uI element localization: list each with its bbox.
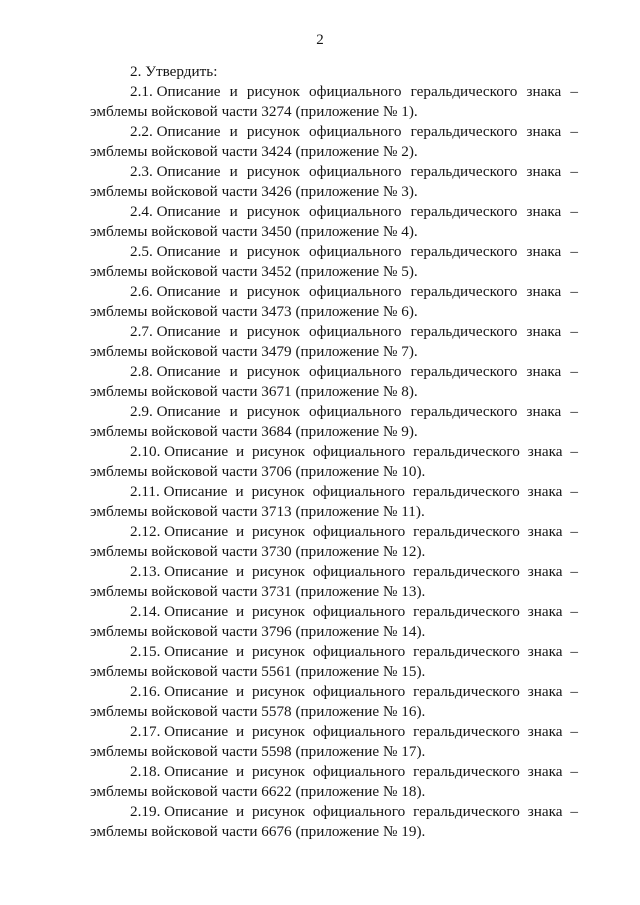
item-second-line: эмблемы войсковой части 3450 (приложение № 4). — [90, 223, 418, 240]
item-number-and-word: 2.19. Описание — [130, 803, 229, 820]
item-second-line: эмблемы войсковой части 3730 (приложение № 12). — [90, 543, 426, 560]
item-word: и — [229, 203, 238, 220]
item-number-and-word: 2.11. Описание — [130, 483, 228, 500]
item-word: и — [235, 643, 245, 660]
item-word: знака — [527, 683, 563, 700]
item-word: – — [570, 243, 578, 260]
item-second-line: эмблемы войсковой части 5561 (приложение № 15). — [90, 663, 426, 680]
item-number-and-word: 2.16. Описание — [130, 683, 229, 700]
item-word: геральдического — [413, 803, 520, 820]
item-word: официального — [312, 563, 406, 580]
item-first-line — [90, 642, 578, 662]
item-word: рисунок — [246, 283, 300, 300]
list-item — [90, 762, 578, 802]
item-number-and-word: 2.10. Описание — [130, 443, 229, 460]
item-word: геральдического — [413, 763, 520, 780]
item-word: и — [229, 283, 238, 300]
item-first-line — [90, 162, 578, 182]
item-word: – — [570, 203, 578, 220]
item-word: – — [570, 403, 578, 420]
item-word: знака — [526, 83, 562, 100]
list-item — [90, 82, 578, 122]
list-item — [90, 282, 578, 322]
item-word: и — [235, 603, 245, 620]
item-first-line — [90, 722, 578, 742]
item-word: геральдического — [410, 163, 518, 180]
item-second-line: эмблемы войсковой части 3424 (приложение № 2). — [90, 143, 418, 160]
item-word: и — [229, 323, 238, 340]
item-number-and-word: 2.13. Описание — [130, 563, 229, 580]
item-list — [90, 82, 578, 842]
page-number: 2 — [316, 32, 324, 48]
item-word: геральдического — [413, 443, 520, 460]
item-word: официального — [312, 723, 406, 740]
item-word: официального — [312, 683, 406, 700]
item-word: – — [570, 523, 578, 540]
item-word: геральдического — [413, 723, 520, 740]
item-first-line — [90, 482, 578, 502]
item-word: геральдического — [410, 83, 518, 100]
item-second-line: эмблемы войсковой части 3713 (приложение № 11). — [90, 503, 425, 520]
item-number-and-word: 2.14. Описание — [130, 603, 229, 620]
item-word: рисунок — [251, 483, 305, 500]
item-word: официального — [309, 363, 402, 380]
item-word: официального — [312, 603, 406, 620]
item-first-line — [90, 322, 578, 342]
item-word: знака — [527, 643, 563, 660]
item-word: рисунок — [246, 363, 300, 380]
item-word: рисунок — [246, 163, 300, 180]
item-second-line: эмблемы войсковой части 3796 (приложение № 14). — [90, 623, 426, 640]
item-word: рисунок — [251, 803, 305, 820]
item-word: – — [570, 483, 578, 500]
document-body — [90, 62, 578, 842]
item-word: знака — [527, 483, 563, 500]
item-word: – — [570, 283, 578, 300]
item-word: знака — [527, 443, 563, 460]
item-second-line: эмблемы войсковой части 3731 (приложение № 13). — [90, 583, 426, 600]
item-word: знака — [527, 603, 563, 620]
item-word: знака — [526, 123, 562, 140]
item-word: рисунок — [246, 323, 300, 340]
item-second-line: эмблемы войсковой части 5578 (приложение № 16). — [90, 703, 426, 720]
item-word: и — [235, 683, 245, 700]
item-first-line — [90, 762, 578, 782]
item-word: знака — [526, 163, 562, 180]
item-word: – — [570, 603, 578, 620]
list-item — [90, 562, 578, 602]
item-first-line — [90, 442, 578, 462]
item-word: и — [235, 763, 245, 780]
item-word: – — [570, 683, 578, 700]
item-word: знака — [527, 563, 563, 580]
item-word: рисунок — [246, 203, 300, 220]
item-word: – — [570, 123, 578, 140]
item-second-line: эмблемы войсковой части 5598 (приложение № 17). — [90, 743, 426, 760]
item-word: официального — [309, 243, 402, 260]
item-word: геральдического — [410, 363, 518, 380]
item-word: геральдического — [413, 643, 520, 660]
item-word: рисунок — [251, 443, 305, 460]
list-item — [90, 682, 578, 722]
item-first-line — [90, 522, 578, 542]
item-word: – — [570, 163, 578, 180]
item-first-line — [90, 202, 578, 222]
item-word: и — [235, 523, 245, 540]
item-word: – — [570, 323, 578, 340]
item-word: и — [229, 163, 238, 180]
item-word: официального — [312, 643, 406, 660]
item-word: геральдического — [413, 523, 520, 540]
item-word: рисунок — [251, 523, 305, 540]
item-word: – — [570, 363, 578, 380]
item-word: рисунок — [246, 123, 300, 140]
item-word: знака — [526, 363, 562, 380]
item-number-and-word: 2.2. Описание — [130, 123, 221, 140]
item-word: и — [235, 723, 245, 740]
list-item — [90, 802, 578, 842]
item-word: официального — [312, 443, 406, 460]
item-first-line — [90, 362, 578, 382]
item-number-and-word: 2.17. Описание — [130, 723, 229, 740]
item-word: знака — [526, 203, 562, 220]
item-word: официального — [309, 323, 402, 340]
item-first-line — [90, 802, 578, 822]
item-second-line: эмблемы войсковой части 3706 (приложение № 10). — [90, 463, 426, 480]
item-number-and-word: 2.15. Описание — [130, 643, 229, 660]
item-first-line — [90, 682, 578, 702]
item-second-line: эмблемы войсковой части 3473 (приложение № 6). — [90, 303, 418, 320]
item-word: геральдического — [410, 123, 518, 140]
item-word: рисунок — [251, 723, 305, 740]
item-word: рисунок — [246, 243, 300, 260]
item-word: официального — [309, 123, 402, 140]
item-word: рисунок — [251, 563, 305, 580]
list-item — [90, 122, 578, 162]
item-word: официального — [312, 523, 406, 540]
item-number-and-word: 2.4. Описание — [130, 203, 221, 220]
item-word: и — [235, 483, 244, 500]
section-heading: 2. Утвердить: — [130, 63, 218, 80]
item-word: рисунок — [251, 643, 305, 660]
item-word: – — [570, 443, 578, 460]
item-first-line — [90, 602, 578, 622]
list-item — [90, 522, 578, 562]
item-word: и — [229, 363, 238, 380]
item-word: знака — [527, 523, 563, 540]
list-item — [90, 202, 578, 242]
item-word: – — [570, 803, 578, 820]
item-second-line: эмблемы войсковой части 3671 (приложение № 8). — [90, 383, 418, 400]
item-word: – — [570, 763, 578, 780]
item-word: и — [229, 243, 238, 260]
item-number-and-word: 2.9. Описание — [130, 403, 221, 420]
item-word: и — [235, 563, 245, 580]
item-word: рисунок — [246, 83, 300, 100]
item-word: и — [235, 443, 245, 460]
item-word: официального — [312, 483, 405, 500]
item-word: и — [235, 803, 245, 820]
item-first-line — [90, 282, 578, 302]
item-word: геральдического — [410, 403, 518, 420]
item-word: знака — [526, 283, 562, 300]
item-word: официального — [309, 163, 402, 180]
item-word: и — [229, 403, 238, 420]
item-word: официального — [309, 83, 402, 100]
item-second-line: эмблемы войсковой части 3274 (приложение № 1). — [90, 103, 418, 120]
item-word: – — [570, 723, 578, 740]
item-number-and-word: 2.3. Описание — [130, 163, 221, 180]
item-number-and-word: 2.18. Описание — [130, 763, 229, 780]
item-word: геральдического — [413, 563, 520, 580]
item-word: геральдического — [410, 203, 518, 220]
item-first-line — [90, 562, 578, 582]
item-number-and-word: 2.1. Описание — [130, 83, 221, 100]
item-word: геральдического — [413, 603, 520, 620]
item-word: – — [570, 83, 578, 100]
item-word: геральдического — [410, 323, 518, 340]
list-item — [90, 322, 578, 362]
item-word: официального — [309, 283, 402, 300]
list-item — [90, 362, 578, 402]
item-number-and-word: 2.5. Описание — [130, 243, 221, 260]
item-number-and-word: 2.12. Описание — [130, 523, 229, 540]
list-item — [90, 722, 578, 762]
item-first-line — [90, 122, 578, 142]
item-first-line — [90, 402, 578, 422]
item-word: рисунок — [246, 403, 300, 420]
list-item — [90, 402, 578, 442]
item-word: официального — [312, 763, 406, 780]
item-word: знака — [526, 243, 562, 260]
item-word: знака — [527, 763, 563, 780]
item-word: знака — [527, 803, 563, 820]
item-word: официального — [309, 403, 402, 420]
item-word: и — [229, 123, 238, 140]
item-word: и — [229, 83, 238, 100]
item-word: геральдического — [410, 243, 518, 260]
item-word: рисунок — [251, 763, 305, 780]
item-word: официального — [312, 803, 406, 820]
item-word: рисунок — [251, 683, 305, 700]
item-first-line — [90, 242, 578, 262]
item-second-line: эмблемы войсковой части 3684 (приложение № 9). — [90, 423, 418, 440]
item-second-line: эмблемы войсковой части 3479 (приложение № 7). — [90, 343, 418, 360]
list-item — [90, 162, 578, 202]
list-item — [90, 442, 578, 482]
item-word: геральдического — [413, 683, 520, 700]
item-word: знака — [527, 723, 563, 740]
item-second-line: эмблемы войсковой части 6622 (приложение № 18). — [90, 783, 426, 800]
list-item — [90, 602, 578, 642]
item-number-and-word: 2.8. Описание — [130, 363, 221, 380]
list-item — [90, 642, 578, 682]
item-first-line — [90, 82, 578, 102]
item-second-line: эмблемы войсковой части 6676 (приложение № 19). — [90, 823, 426, 840]
list-item — [90, 242, 578, 282]
item-word: знака — [526, 323, 562, 340]
item-word: геральдического — [410, 283, 518, 300]
item-number-and-word: 2.6. Описание — [130, 283, 221, 300]
item-second-line: эмблемы войсковой части 3426 (приложение № 3). — [90, 183, 418, 200]
item-word: – — [570, 563, 578, 580]
item-word: знака — [526, 403, 562, 420]
item-word: геральдического — [412, 483, 520, 500]
item-word: официального — [309, 203, 402, 220]
item-number-and-word: 2.7. Описание — [130, 323, 221, 340]
item-second-line: эмблемы войсковой части 3452 (приложение № 5). — [90, 263, 418, 280]
item-word: рисунок — [251, 603, 305, 620]
item-word: – — [570, 643, 578, 660]
list-item — [90, 482, 578, 522]
